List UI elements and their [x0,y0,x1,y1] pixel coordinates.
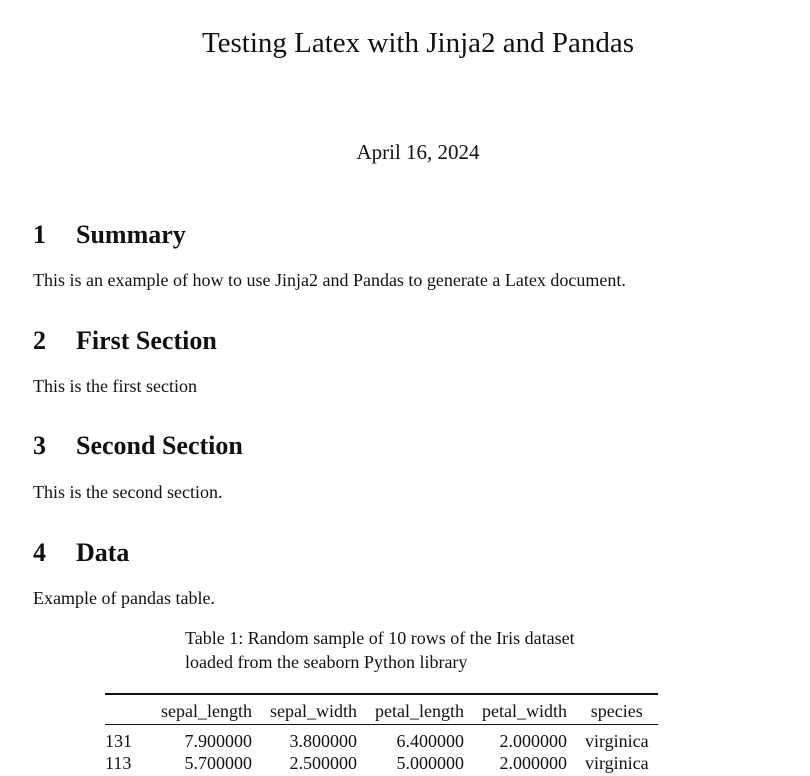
section-title: Second Section [76,431,243,460]
cell-sepal-width: 3.800000 [289,731,357,751]
section-body-second: This is the second section. [33,482,223,502]
cell-sepal-length: 5.700000 [184,753,252,773]
section-heading-first [33,326,217,356]
section-heading-second [33,431,243,461]
cell-petal-width: 2.000000 [499,731,567,751]
section-number: 4 [33,538,46,567]
header-petal-width: petal_width [481,701,567,721]
iris-table [105,693,658,774]
cell-species: virginica [584,731,649,751]
section-number: 1 [33,220,46,249]
table-caption-line: Table 1: Random sample of 10 rows of the Iris dataset [185,628,575,648]
table-caption [185,626,665,674]
cell-petal-width: 2.000000 [499,753,567,773]
header-sepal-length: sepal_length [161,701,252,721]
section-number: 3 [33,431,46,460]
section-heading-summary [33,220,186,250]
section-heading-data [33,538,129,568]
table-row [105,752,658,774]
header-petal-length: petal_length [374,701,464,721]
section-title: Data [76,538,130,567]
section-body-first: This is the first section [33,376,197,396]
cell-sepal-length: 7.900000 [184,731,252,751]
section-title: First Section [76,326,217,355]
cell-index: 113 [105,753,132,773]
section-number: 2 [33,326,46,355]
header-sepal-width: sepal_width [269,701,357,721]
cell-petal-length: 6.400000 [396,731,464,751]
cell-petal-length: 5.000000 [396,753,464,773]
cell-sepal-width: 2.500000 [289,753,357,773]
header-index [105,694,152,725]
document-title: Testing Latex with Jinja2 and Pandas [201,27,635,59]
table-header-row [105,694,658,725]
section-body-data: Example of pandas table. [33,588,215,608]
section-title: Summary [76,220,186,249]
section-body-summary: This is an example of how to use Jinja2 and Pandas to generate a Latex document. [33,270,626,290]
table-row [105,725,658,753]
header-species: species [590,701,643,721]
document-date: April 16, 2024 [356,140,480,164]
cell-species: virginica [584,753,649,773]
table-caption-line: loaded from the seaborn Python library [185,652,468,672]
cell-index: 131 [105,731,132,751]
